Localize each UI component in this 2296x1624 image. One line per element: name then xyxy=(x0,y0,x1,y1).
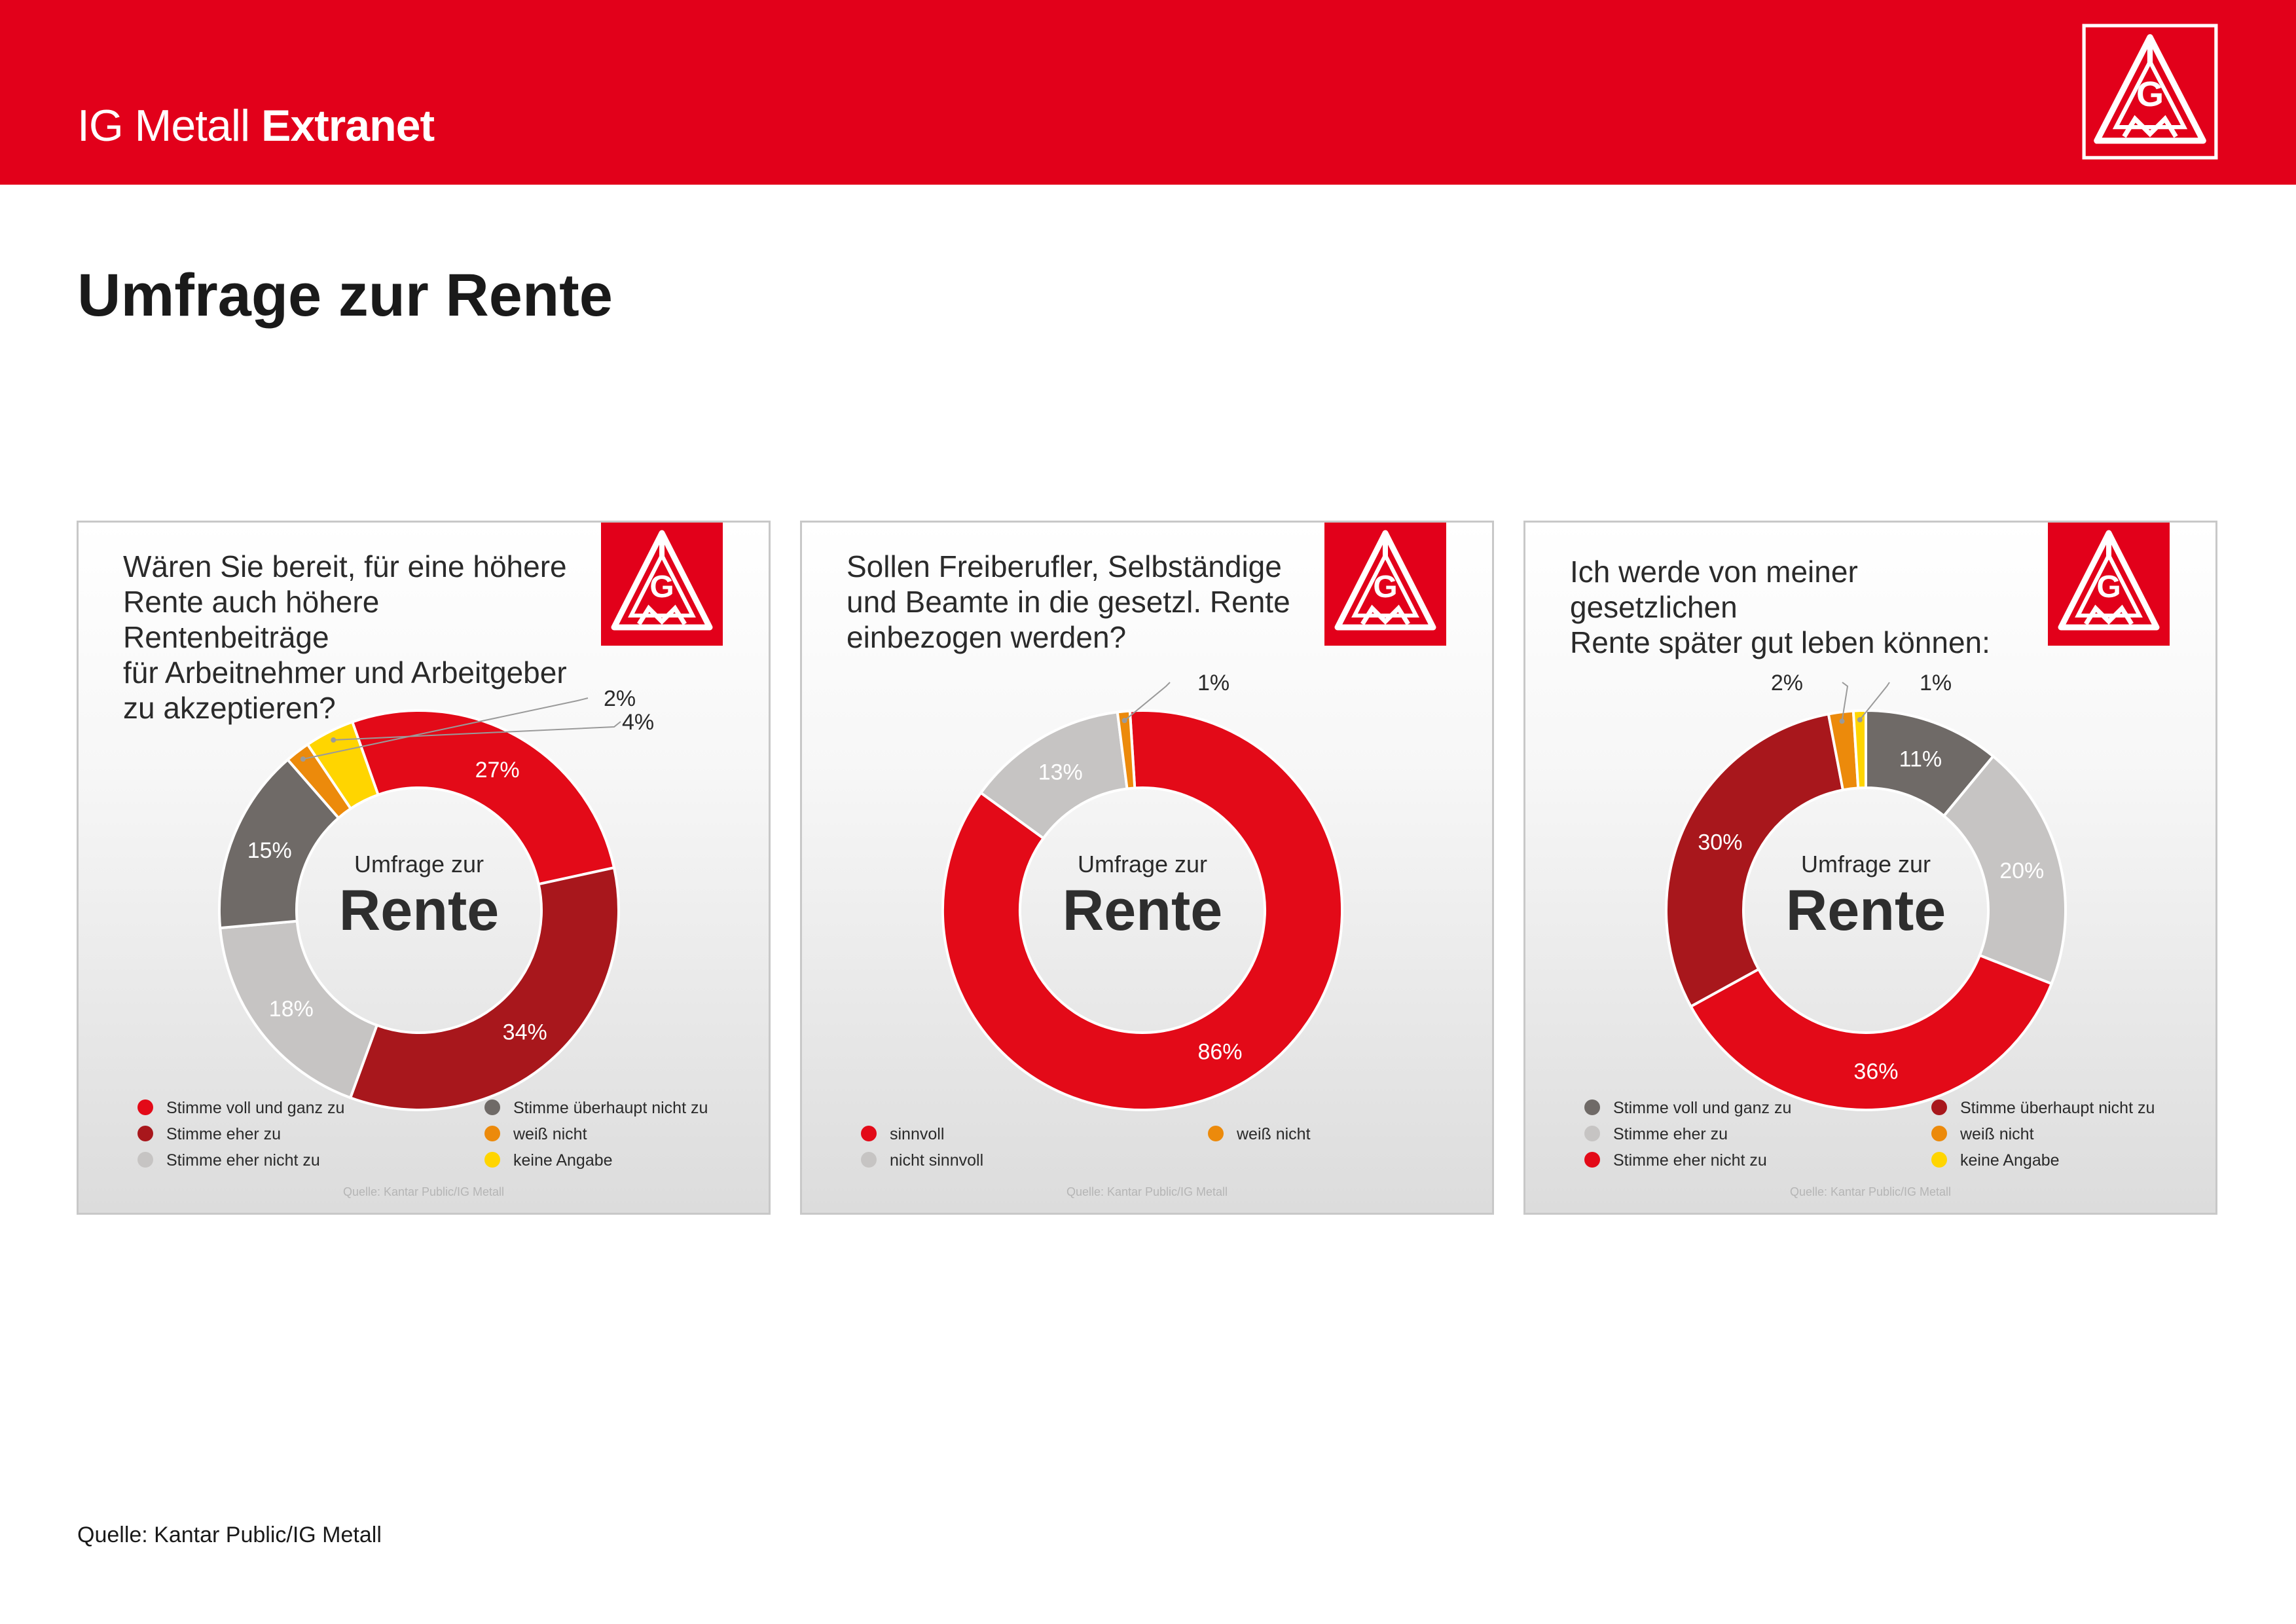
slice-label: 34% xyxy=(502,1020,547,1045)
question-line: Sollen Freiberufler, Selbständige xyxy=(847,549,1282,583)
legend-swatch xyxy=(1584,1152,1600,1168)
slice-label: 18% xyxy=(268,996,314,1022)
svg-text:G: G xyxy=(2136,74,2164,114)
question-line: Rente später gut leben können: xyxy=(1570,625,1990,659)
slice-label: 1% xyxy=(1197,671,1230,695)
chart-panel-3 xyxy=(1523,521,2217,1215)
legend-item xyxy=(1208,1123,1311,1145)
legend-item xyxy=(1584,1149,1767,1172)
legend-swatch xyxy=(1931,1126,1947,1141)
slice-label: 36% xyxy=(1853,1059,1899,1084)
legend-item xyxy=(484,1097,708,1119)
legend-label: Stimme voll und ganz zu xyxy=(166,1099,345,1117)
panel-source: Quelle: Kantar Public/IG Metall xyxy=(1789,1185,1952,1198)
legend-label: Stimme überhaupt nicht zu xyxy=(1960,1099,2155,1117)
legend-swatch xyxy=(137,1126,153,1141)
slice-label: 13% xyxy=(1038,760,1083,785)
legend-swatch xyxy=(861,1126,877,1141)
legend-label: weiß nicht xyxy=(513,1125,587,1143)
panel-source: Quelle: Kantar Public/IG Metall xyxy=(1066,1185,1228,1198)
slice-label: 1% xyxy=(1920,671,1952,695)
legend-label: keine Angabe xyxy=(513,1151,613,1170)
page-title: Umfrage zur Rente xyxy=(77,262,613,329)
legend-label: weiß nicht xyxy=(1237,1125,1311,1143)
slice-label: 20% xyxy=(1999,858,2045,883)
brand-bold: Extranet xyxy=(261,101,435,151)
legend-item xyxy=(137,1097,344,1119)
chart-center-label: Umfrage zur xyxy=(1077,851,1208,877)
legend-label: Stimme überhaupt nicht zu xyxy=(513,1099,708,1117)
question-line: für Arbeitnehmer und Arbeitgeber xyxy=(123,655,567,690)
slice-label: 30% xyxy=(1698,830,1743,855)
slice-label: 15% xyxy=(247,838,292,864)
svg-text:G: G xyxy=(649,570,674,604)
question-line: und Beamte in die gesetzl. Rente xyxy=(847,585,1290,619)
legend-swatch xyxy=(1931,1099,1947,1115)
legend-swatch xyxy=(484,1152,500,1168)
slice-label: 2% xyxy=(604,686,636,711)
brand-regular: IG Metall xyxy=(77,101,250,151)
legend-label: Stimme eher zu xyxy=(166,1125,282,1143)
legend-item xyxy=(137,1149,320,1172)
chart-panel-2 xyxy=(800,521,1494,1215)
slice-label: 27% xyxy=(475,758,520,783)
slice-label: 2% xyxy=(1770,671,1803,695)
legend-item xyxy=(484,1149,613,1172)
chart-center-title: Rente xyxy=(338,877,500,942)
legend-item xyxy=(137,1123,281,1145)
legend-label: weiß nicht xyxy=(1960,1125,2034,1143)
slice-label: 86% xyxy=(1197,1039,1243,1065)
legend-label: Stimme eher nicht zu xyxy=(166,1151,320,1170)
chart-center-label: Umfrage zur xyxy=(354,851,484,877)
legend-item xyxy=(484,1123,587,1145)
chart-center-label: Umfrage zur xyxy=(1800,851,1931,877)
chart-center-title: Rente xyxy=(1062,877,1223,942)
chart-legend xyxy=(1584,1097,2174,1182)
legend-item xyxy=(1931,1097,2155,1119)
legend-label: nicht sinnvoll xyxy=(890,1151,984,1170)
question-line: Ich werde von meiner gesetzlichen xyxy=(1570,555,1858,624)
legend-swatch xyxy=(137,1099,153,1115)
legend-item xyxy=(1584,1097,1791,1119)
question-line: Rente auch höhere Rentenbeiträge xyxy=(123,585,380,654)
slice-label: 11% xyxy=(1899,747,1942,772)
legend-swatch xyxy=(484,1099,500,1115)
legend-label: keine Angabe xyxy=(1960,1151,2060,1170)
question-line: zu akzeptieren? xyxy=(123,691,336,725)
legend-item xyxy=(861,1123,944,1145)
chart-legend xyxy=(137,1097,727,1182)
footer-source: Quelle: Kantar Public/IG Metall xyxy=(77,1522,382,1547)
header-bar xyxy=(0,0,2296,185)
legend-swatch xyxy=(861,1152,877,1168)
legend-swatch xyxy=(1584,1099,1600,1115)
legend-label: Stimme voll und ganz zu xyxy=(1613,1099,1792,1117)
panel-source: Quelle: Kantar Public/IG Metall xyxy=(342,1185,505,1198)
legend-label: Stimme eher nicht zu xyxy=(1613,1151,1767,1170)
legend-label: sinnvoll xyxy=(890,1125,945,1143)
chart-panel-1 xyxy=(77,521,771,1215)
ig-metall-logo-icon[interactable] xyxy=(2082,24,2218,160)
svg-text:G: G xyxy=(1373,570,1398,604)
legend-item xyxy=(1584,1123,1728,1145)
legend-label: Stimme eher zu xyxy=(1613,1125,1728,1143)
svg-text:G: G xyxy=(2096,570,2121,604)
question-line: einbezogen werden? xyxy=(847,620,1127,654)
chart-legend xyxy=(861,1097,1450,1182)
legend-item xyxy=(861,1149,983,1172)
brand-title[interactable] xyxy=(77,101,435,151)
slice-label: 4% xyxy=(622,710,655,735)
legend-item xyxy=(1931,1123,2034,1145)
donut-slice xyxy=(1691,955,2052,1110)
question-line: Wären Sie bereit, für eine höhere xyxy=(123,549,567,583)
legend-swatch xyxy=(484,1126,500,1141)
legend-swatch xyxy=(137,1152,153,1168)
legend-item xyxy=(1931,1149,2060,1172)
legend-swatch xyxy=(1208,1126,1224,1141)
legend-swatch xyxy=(1584,1126,1600,1141)
legend-swatch xyxy=(1931,1152,1947,1168)
chart-center-title: Rente xyxy=(1785,877,1946,942)
